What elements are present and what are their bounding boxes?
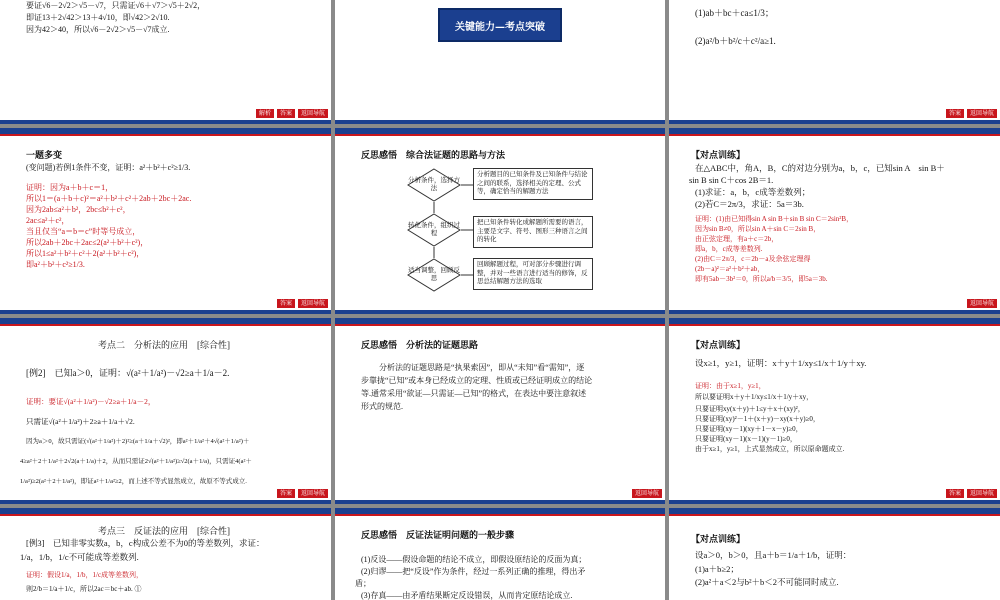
- s7-line-1: [例2] 已知a＞0，证明：√(a²＋1/a²)－√2≥a＋1/a－2.: [26, 368, 230, 378]
- s8-line-1: 分析法的证题思路是“执果索因”，即从“未知”看“需知”，逐: [379, 363, 585, 372]
- s4-title: 一题多变: [26, 150, 63, 160]
- s7-line-6: 1/a²)≥2(a²＋2＋1/a²)，即证a²＋1/a²≥2，而上述不等式显然成立，故原不等式成立.: [20, 478, 247, 485]
- slide-4: [0, 128, 331, 314]
- answer-button[interactable]: 答案: [277, 489, 295, 498]
- s7-title: 考点二 分析法的应用 [综合性]: [98, 340, 230, 350]
- s6-line-5: 证明：(1)由已知得sin A sin B＋sin B sin C＝2sin²B，: [695, 215, 854, 223]
- analysis-button[interactable]: 解析: [256, 109, 274, 118]
- header-bar: [0, 508, 331, 516]
- s8-title: 反思感悟 分析法的证题思路: [361, 340, 479, 350]
- slide-7: [0, 318, 331, 504]
- back-nav-button[interactable]: 返回导航: [298, 489, 328, 498]
- header-bar: [335, 508, 665, 516]
- slide-9: [669, 318, 1000, 504]
- header-bar: [669, 318, 1000, 326]
- s7-line-2: 证明：要证√(a²＋1/a²)－√2≥a＋1/a－2，: [26, 397, 156, 406]
- answer-button[interactable]: 答案: [946, 109, 964, 118]
- back-nav-button[interactable]: 返回导航: [298, 109, 328, 118]
- s8-line-2: 步靠拢“已知”或本身已经成立的定理、性质或已经证明成立的结论: [361, 376, 593, 385]
- back-nav-button[interactable]: 返回导航: [632, 489, 662, 498]
- s9-line-6: 只要证明(xy－1)(xy＋1－x－y)≥0，: [695, 425, 803, 433]
- s1-line-3: 因为42＞40，所以√6－2√2＞√5－√7成立.: [26, 25, 170, 34]
- slide-2: [335, 0, 665, 124]
- footer-bar: [335, 500, 665, 504]
- answer-button[interactable]: 答案: [277, 299, 295, 308]
- slide-5: [335, 128, 665, 314]
- s6-line-3: (1)求证：a，b，c成等差数列；: [695, 187, 811, 197]
- slide-11: [335, 508, 665, 600]
- s7-line-4: 因为a＞0，故只需证(√(a²＋1/a²)＋2)²≥(a＋1/a＋√2)²，即a²＋1/a²＋4√(a²＋1/a²)＋: [26, 438, 250, 445]
- s10-line-4: 则2/b＝1/a＋1/c，所以2ac＝bc＋ab. ①: [26, 585, 142, 593]
- back-nav-button[interactable]: 返回导航: [298, 299, 328, 308]
- s9-line-4: 只要证明xy(x＋y)＋1≤y＋x＋(xy)²，: [695, 405, 805, 413]
- header-bar: [669, 128, 1000, 136]
- s7-line-3: 只需证√(a²＋1/a²)＋2≥a＋1/a＋√2.: [26, 417, 135, 426]
- back-nav-button[interactable]: 返回导航: [967, 109, 997, 118]
- s4-line-4: 因为2ab≤a²＋b²，2bc≤b²＋c²，: [26, 205, 131, 214]
- s12-line-3: (2)a²＋a＜2与b²＋b＜2不可能同时成立.: [695, 577, 839, 587]
- s6-line-8: 即a，b，c成等差数列.: [695, 245, 763, 253]
- header-bar: [669, 508, 1000, 516]
- step-box-3: 回顾解题过程，可对部分步骤进行调整，并对一些语言进行适当的修饰，反思总结解题方法的选取: [473, 258, 593, 290]
- s10-line-3: 证明：假设1/a，1/b，1/c成等差数列，: [26, 571, 144, 579]
- answer-button[interactable]: 答案: [277, 109, 295, 118]
- s6-line-1: 在△ABC中，角A，B，C的对边分别为a，b，c，已知sin A sin B＋: [695, 163, 945, 173]
- section-banner: 关键能力—考点突破: [438, 8, 562, 42]
- s10-line-2: 1/a，1/b，1/c不可能成等差数列.: [20, 552, 139, 562]
- s9-title: 【对点训练】: [691, 340, 746, 350]
- slide-6: [669, 128, 1000, 314]
- s3-line-2: (2)a²/b＋b²/c＋c²/a≥1.: [695, 36, 776, 46]
- s4-line-5: 2ac≤a²＋c²，: [26, 216, 70, 225]
- s11-line-4: (3)存真——由矛盾结果断定反设错误，从而肯定原结论成立.: [361, 591, 573, 600]
- s12-line-1: 设a＞0，b＞0，且a＋b＝1/a＋1/b，证明：: [695, 550, 852, 560]
- s11-title: 反思感悟 反证法证明问题的一般步骤: [361, 530, 515, 540]
- s6-title: 【对点训练】: [691, 150, 746, 160]
- footer-bar: [669, 120, 1000, 124]
- s3-line-1: (1)ab＋bc＋ca≤1/3；: [695, 8, 774, 18]
- step-box-1: 分析题目的已知条件及已知条件与结论之间的联系，选择相关的定理、公式等，确定恰当的解题方法: [473, 168, 593, 200]
- header-bar: [0, 318, 331, 326]
- slide-10: [0, 508, 331, 600]
- step-label-2: 转化条件，组织过程: [408, 222, 460, 237]
- s10-line-1: [例3] 已知非零实数a，b，c构成公差不为0的等差数列，求证：: [26, 538, 265, 548]
- s8-line-4: 形式的规范.: [361, 402, 403, 411]
- header-bar: [0, 128, 331, 136]
- s4-line-1: (变问题)若例1条件不变，证明：a²＋b²＋c²≥1/3.: [26, 163, 191, 172]
- s6-line-9: (2)由C＝2π/3，c＝2b－a及余弦定理得: [695, 255, 811, 263]
- slide-1: [0, 0, 331, 124]
- s5-title: 反思感悟 综合法证题的思路与方法: [361, 150, 506, 160]
- s9-line-8: 由于x≥1，y≥1，上式显然成立，所以原命题成立.: [695, 445, 845, 453]
- slide-12: [669, 508, 1000, 600]
- s6-line-2: sin B sin C＋cos 2B＝1.: [689, 175, 774, 185]
- s6-line-11: 即有5ab－3b²＝0，所以a/b＝3/5，即5a＝3b.: [695, 275, 828, 283]
- s12-line-2: (1)a＋b≥2；: [695, 564, 739, 574]
- s4-line-3: 所以1＝(a＋b＋c)²＝a²＋b²＋c²＋2ab＋2bc＋2ac.: [26, 194, 192, 203]
- s8-line-3: 等.通常采用“欲证—只需证—已知”的格式，在表达中要注意叙述: [361, 389, 587, 398]
- s6-line-7: 由正弦定理，有a＋c＝2b，: [695, 235, 779, 243]
- step-box-2: 把已知条件转化成解题所需要的语言，主要是文字、符号、图形三种语言之间的转化: [473, 216, 593, 248]
- s1-line-2: 即证13＋2√42＞13＋4√10，即√42＞2√10.: [26, 13, 170, 22]
- footer-bar: [0, 500, 331, 504]
- s11-line-1: (1)反设——假设命题的结论不成立，即假设原结论的反面为真；: [361, 555, 587, 564]
- s1-line-1: 要证√6－2√2＞√5－√7，只需证√6＋√7＞√5＋2√2，: [26, 1, 206, 10]
- answer-button[interactable]: 答案: [946, 489, 964, 498]
- s4-line-6: 当且仅当“a＝b＝c”时等号成立，: [26, 227, 141, 236]
- s7-line-5: 4≥a²＋2＋1/a²＋2√2(a＋1/a)＋2，从而只需证2√(a²＋1/a²)≥√2(a＋1/a)，只需证4(a²＋: [20, 458, 252, 465]
- s6-line-4: (2)若C＝2π/3，求证：5a＝3b.: [695, 199, 804, 209]
- s6-line-10: (2b－a)²＝a²＋b²＋ab，: [695, 265, 765, 273]
- s12-title: 【对点训练】: [691, 534, 746, 544]
- s4-line-9: 即a²＋b²＋c²≥1/3.: [26, 260, 85, 269]
- back-nav-button[interactable]: 返回导航: [967, 489, 997, 498]
- slide-8: [335, 318, 665, 504]
- footer-bar: [0, 310, 331, 314]
- footer-bar: [669, 310, 1000, 314]
- s10-title: 考点三 反证法的应用 [综合性]: [98, 526, 230, 536]
- header-bar: [335, 318, 665, 326]
- s9-line-7: 只要证明(xy－1)(x－1)(y－1)≥0，: [695, 435, 797, 443]
- step-label-3: 适当调整，回顾反思: [408, 267, 460, 282]
- footer-bar: [335, 120, 665, 124]
- s9-line-3: 所以要证明x＋y＋1/xy≤1/x＋1/y＋xy，: [695, 393, 814, 401]
- s11-line-3: 盾；: [355, 579, 371, 588]
- slide-3: [669, 0, 1000, 124]
- s9-line-1: 设x≥1，y≥1，证明：x＋y＋1/xy≤1/x＋1/y＋xy.: [695, 358, 867, 368]
- s9-line-2: 证明：由于x≥1，y≥1，: [695, 382, 766, 390]
- footer-bar: [669, 500, 1000, 504]
- footer-bar: [0, 120, 331, 124]
- step-label-1: 分析条件，选择方法: [408, 177, 460, 192]
- s6-line-6: 因为sin B≠0，所以sin A＋sin C＝2sin B，: [695, 225, 821, 233]
- back-nav-button[interactable]: 返回导航: [967, 299, 997, 308]
- s4-line-2: 证明：因为a＋b＋c＝1，: [26, 183, 114, 192]
- s11-line-2: (2)归谬——把“反设”作为条件，经过一系列正确的推理，得出矛: [361, 567, 586, 576]
- s9-line-5: 只要证明(xy)²－1＋(x＋y)－xy(x＋y)≥0，: [695, 415, 820, 423]
- footer-bar: [335, 310, 665, 314]
- s4-line-8: 所以1≤a²＋b²＋c²＋2(a²＋b²＋c²)，: [26, 249, 145, 258]
- s4-line-7: 所以2ab＋2bc＋2ac≤2(a²＋b²＋c²)，: [26, 238, 149, 247]
